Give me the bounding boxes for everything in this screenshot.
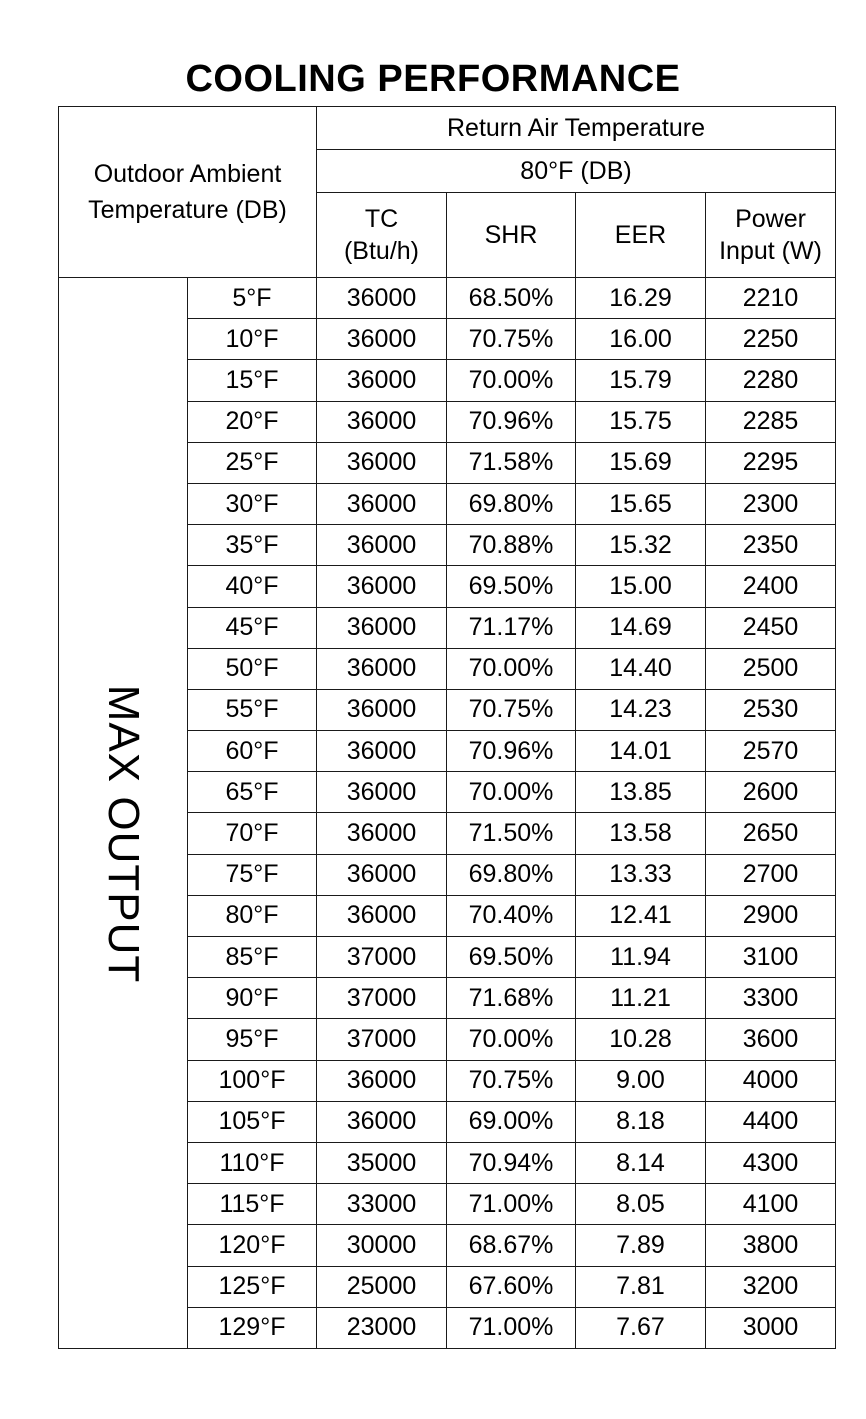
eer-cell: 7.89 <box>576 1225 706 1266</box>
shr-cell: 71.00% <box>447 1307 576 1348</box>
shr-header: SHR <box>447 193 576 278</box>
power-input-cell: 2570 <box>706 731 836 772</box>
tc-cell: 36000 <box>317 278 447 319</box>
shr-cell: 70.40% <box>447 895 576 936</box>
outdoor-temp-cell: 25°F <box>188 442 317 483</box>
power-input-cell: 3600 <box>706 1019 836 1060</box>
eer-cell: 15.00 <box>576 566 706 607</box>
eer-cell: 8.18 <box>576 1101 706 1142</box>
table-body <box>59 278 836 1349</box>
power-input-cell: 3300 <box>706 978 836 1019</box>
return-air-value-header: 80°F (DB) <box>317 150 836 193</box>
max-output-cell <box>59 278 188 1349</box>
eer-cell: 7.81 <box>576 1266 706 1307</box>
power-input-cell: 2210 <box>706 278 836 319</box>
shr-cell: 69.80% <box>447 854 576 895</box>
outdoor-temp-cell: 60°F <box>188 731 317 772</box>
shr-cell: 71.68% <box>447 978 576 1019</box>
tc-cell: 36000 <box>317 854 447 895</box>
shr-cell: 70.75% <box>447 319 576 360</box>
table-row <box>59 278 836 319</box>
outdoor-temp-cell: 120°F <box>188 1225 317 1266</box>
power-input-cell: 2700 <box>706 854 836 895</box>
eer-cell: 11.94 <box>576 937 706 978</box>
return-air-header: Return Air Temperature <box>317 107 836 150</box>
eer-cell: 16.29 <box>576 278 706 319</box>
tc-header-line1: TC <box>364 204 399 233</box>
power-input-cell: 3000 <box>706 1307 836 1348</box>
power-input-cell: 4100 <box>706 1184 836 1225</box>
outdoor-temp-cell: 15°F <box>188 360 317 401</box>
outdoor-temp-cell: 65°F <box>188 772 317 813</box>
power-input-cell: 2295 <box>706 442 836 483</box>
tc-cell: 36000 <box>317 648 447 689</box>
eer-cell: 13.58 <box>576 813 706 854</box>
outdoor-temp-cell: 115°F <box>188 1184 317 1225</box>
tc-cell: 36000 <box>317 813 447 854</box>
power-input-cell: 2250 <box>706 319 836 360</box>
shr-cell: 68.50% <box>447 278 576 319</box>
power-header-line1: Power <box>735 204 806 233</box>
power-input-cell: 2500 <box>706 648 836 689</box>
tc-cell: 30000 <box>317 1225 447 1266</box>
tc-cell: 36000 <box>317 442 447 483</box>
eer-cell: 15.75 <box>576 401 706 442</box>
power-input-cell: 2900 <box>706 895 836 936</box>
power-input-cell: 2280 <box>706 360 836 401</box>
power-input-cell: 2650 <box>706 813 836 854</box>
outdoor-temp-cell: 40°F <box>188 566 317 607</box>
tc-cell: 36000 <box>317 772 447 813</box>
shr-cell: 70.00% <box>447 648 576 689</box>
shr-cell: 70.75% <box>447 689 576 730</box>
eer-header: EER <box>576 193 706 278</box>
performance-table-container <box>58 106 835 1349</box>
eer-cell: 10.28 <box>576 1019 706 1060</box>
outdoor-temp-cell: 45°F <box>188 607 317 648</box>
tc-cell: 23000 <box>317 1307 447 1348</box>
eer-cell: 9.00 <box>576 1060 706 1101</box>
tc-header-line2: (Btu/h) <box>343 237 420 265</box>
shr-cell: 69.80% <box>447 483 576 524</box>
tc-cell: 36000 <box>317 731 447 772</box>
tc-cell: 36000 <box>317 401 447 442</box>
tc-cell: 36000 <box>317 607 447 648</box>
eer-cell: 12.41 <box>576 895 706 936</box>
tc-cell: 37000 <box>317 937 447 978</box>
tc-cell: 35000 <box>317 1142 447 1183</box>
tc-cell: 37000 <box>317 978 447 1019</box>
eer-cell: 14.23 <box>576 689 706 730</box>
tc-cell: 36000 <box>317 525 447 566</box>
power-input-cell: 4300 <box>706 1142 836 1183</box>
cooling-performance-table <box>58 106 836 1349</box>
outdoor-temp-cell: 100°F <box>188 1060 317 1101</box>
power-input-cell: 3200 <box>706 1266 836 1307</box>
eer-cell: 13.85 <box>576 772 706 813</box>
power-input-header <box>706 193 836 278</box>
power-input-cell: 2285 <box>706 401 836 442</box>
eer-cell: 15.69 <box>576 442 706 483</box>
eer-cell: 15.32 <box>576 525 706 566</box>
eer-cell: 16.00 <box>576 319 706 360</box>
shr-cell: 70.75% <box>447 1060 576 1101</box>
outdoor-temp-cell: 70°F <box>188 813 317 854</box>
tc-cell: 36000 <box>317 319 447 360</box>
eer-cell: 14.01 <box>576 731 706 772</box>
tc-cell: 36000 <box>317 566 447 607</box>
shr-cell: 70.00% <box>447 1019 576 1060</box>
outdoor-temp-cell: 110°F <box>188 1142 317 1183</box>
shr-cell: 70.94% <box>447 1142 576 1183</box>
eer-cell: 7.67 <box>576 1307 706 1348</box>
outdoor-temp-cell: 105°F <box>188 1101 317 1142</box>
tc-cell: 36000 <box>317 360 447 401</box>
eer-cell: 15.79 <box>576 360 706 401</box>
power-input-cell: 4400 <box>706 1101 836 1142</box>
eer-cell: 14.69 <box>576 607 706 648</box>
power-input-cell: 2300 <box>706 483 836 524</box>
power-input-cell: 2530 <box>706 689 836 730</box>
outdoor-temp-cell: 90°F <box>188 978 317 1019</box>
shr-cell: 70.00% <box>447 360 576 401</box>
tc-cell: 25000 <box>317 1266 447 1307</box>
shr-cell: 71.17% <box>447 607 576 648</box>
tc-cell: 36000 <box>317 689 447 730</box>
shr-cell: 69.00% <box>447 1101 576 1142</box>
eer-cell: 11.21 <box>576 978 706 1019</box>
eer-cell: 14.40 <box>576 648 706 689</box>
table-header <box>59 107 836 278</box>
outdoor-temp-cell: 10°F <box>188 319 317 360</box>
shr-cell: 71.58% <box>447 442 576 483</box>
outdoor-temp-cell: 35°F <box>188 525 317 566</box>
shr-cell: 69.50% <box>447 566 576 607</box>
outdoor-temp-cell: 5°F <box>188 278 317 319</box>
outdoor-temp-cell: 80°F <box>188 895 317 936</box>
power-input-cell: 4000 <box>706 1060 836 1101</box>
eer-cell: 8.05 <box>576 1184 706 1225</box>
max-output-label: MAX OUTPUT <box>99 685 148 984</box>
tc-cell: 37000 <box>317 1019 447 1060</box>
tc-header <box>317 193 447 278</box>
power-header-line2: Input (W) <box>719 237 822 265</box>
eer-cell: 13.33 <box>576 854 706 895</box>
shr-cell: 71.50% <box>447 813 576 854</box>
outdoor-ambient-header: Outdoor Ambient Temperature (DB) <box>59 107 317 278</box>
shr-cell: 70.96% <box>447 401 576 442</box>
outdoor-temp-cell: 55°F <box>188 689 317 730</box>
tc-cell: 36000 <box>317 1101 447 1142</box>
outdoor-temp-cell: 129°F <box>188 1307 317 1348</box>
outdoor-temp-cell: 125°F <box>188 1266 317 1307</box>
shr-cell: 71.00% <box>447 1184 576 1225</box>
power-input-cell: 3100 <box>706 937 836 978</box>
shr-cell: 67.60% <box>447 1266 576 1307</box>
page-title: COOLING PERFORMANCE <box>185 58 681 100</box>
outdoor-temp-cell: 75°F <box>188 854 317 895</box>
outdoor-temp-cell: 30°F <box>188 483 317 524</box>
tc-cell: 36000 <box>317 895 447 936</box>
power-input-cell: 2600 <box>706 772 836 813</box>
power-input-cell: 3800 <box>706 1225 836 1266</box>
shr-cell: 70.00% <box>447 772 576 813</box>
power-input-cell: 2450 <box>706 607 836 648</box>
shr-cell: 69.50% <box>447 937 576 978</box>
outdoor-temp-cell: 85°F <box>188 937 317 978</box>
outdoor-temp-cell: 50°F <box>188 648 317 689</box>
outdoor-temp-cell: 95°F <box>188 1019 317 1060</box>
tc-cell: 36000 <box>317 1060 447 1101</box>
eer-cell: 8.14 <box>576 1142 706 1183</box>
shr-cell: 70.96% <box>447 731 576 772</box>
shr-cell: 70.88% <box>447 525 576 566</box>
power-input-cell: 2400 <box>706 566 836 607</box>
shr-cell: 68.67% <box>447 1225 576 1266</box>
outdoor-temp-cell: 20°F <box>188 401 317 442</box>
eer-cell: 15.65 <box>576 483 706 524</box>
tc-cell: 36000 <box>317 483 447 524</box>
power-input-cell: 2350 <box>706 525 836 566</box>
tc-cell: 33000 <box>317 1184 447 1225</box>
